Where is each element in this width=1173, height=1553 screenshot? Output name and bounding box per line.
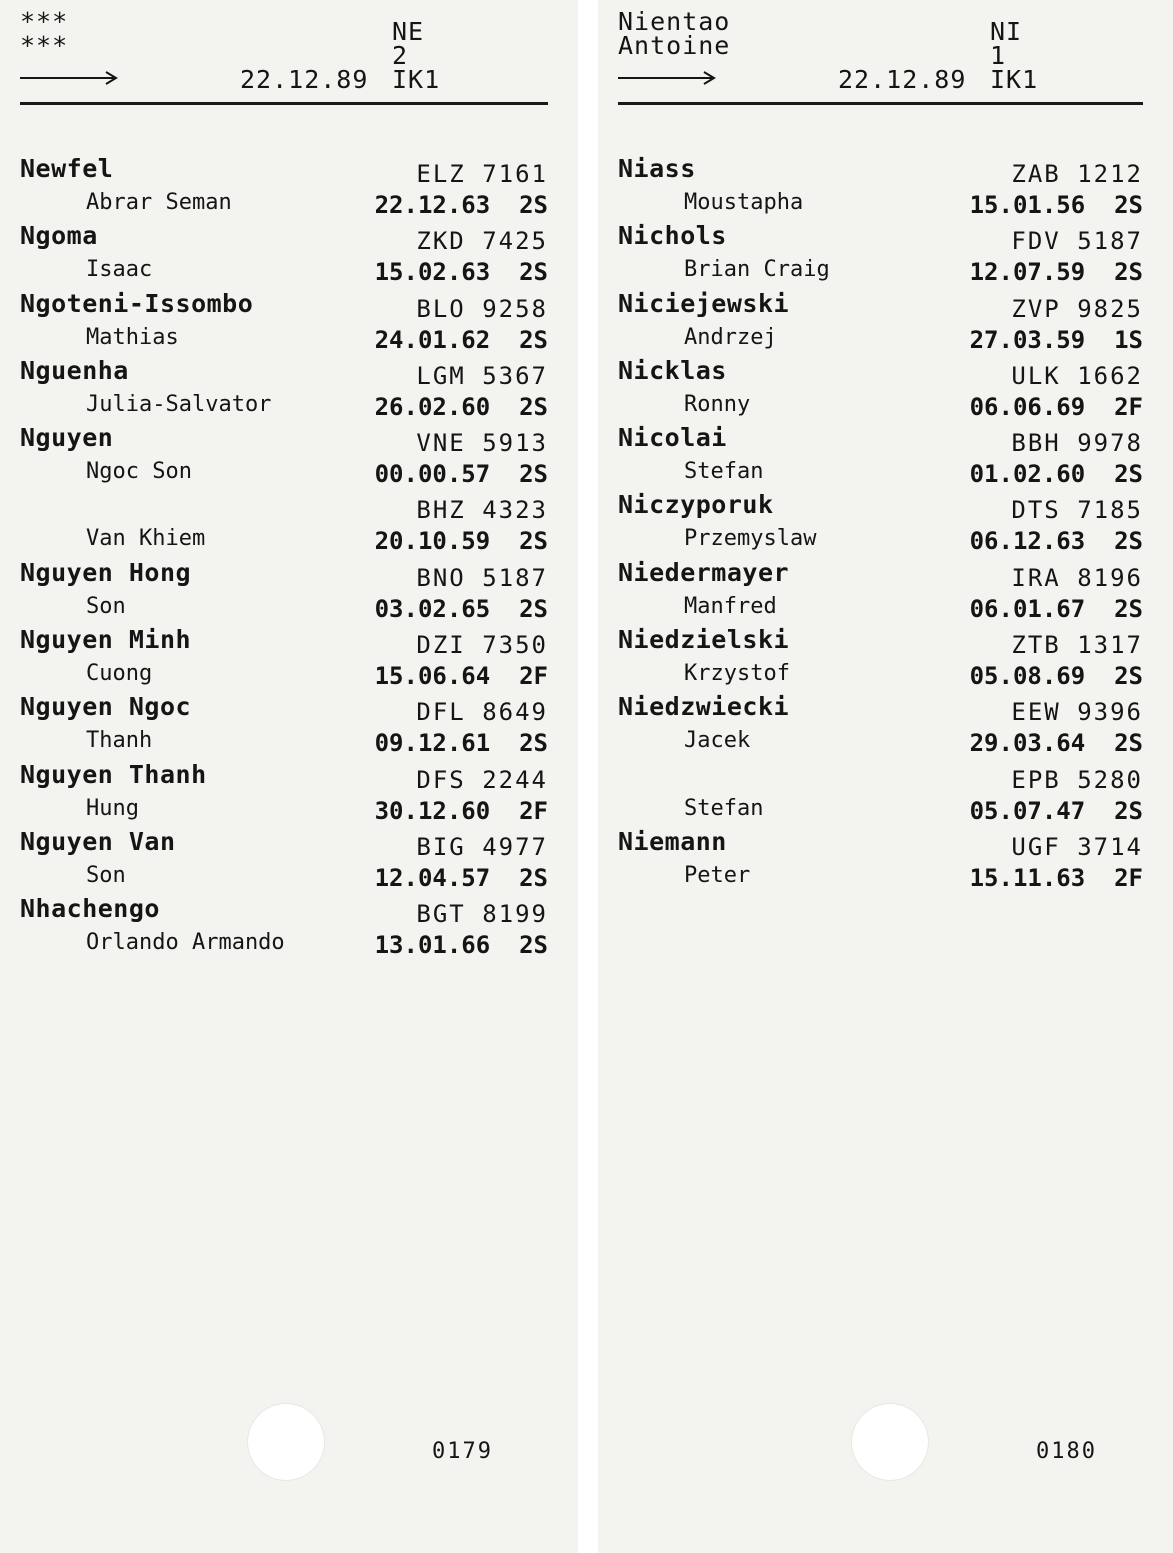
surname: Nguyen Thanh xyxy=(20,759,207,789)
arrow-right-icon xyxy=(618,70,718,86)
header-line-1: *** xyxy=(20,7,69,36)
given-names: Moustapha xyxy=(684,190,804,215)
birth-date: 13.01.66 2S xyxy=(374,931,548,960)
birth-date: 15.01.56 2S xyxy=(969,191,1143,219)
given-names: Brian Craig xyxy=(684,257,830,283)
given-names: Son xyxy=(86,593,126,619)
given-names: Abrar Seman xyxy=(86,190,232,215)
birth-date: 15.02.63 2S xyxy=(374,258,548,287)
surname: Niemann xyxy=(618,826,727,856)
page-number: 0179 xyxy=(432,1439,493,1464)
index-card-right xyxy=(598,0,1173,1553)
birth-date: 05.08.69 2S xyxy=(969,662,1143,691)
record-code: VNE 5913 xyxy=(416,429,548,458)
record-code: ZVP 9825 xyxy=(1011,294,1143,323)
list-item xyxy=(20,756,548,823)
list-item xyxy=(618,352,1143,419)
birth-date: 06.01.67 2S xyxy=(969,594,1143,623)
surname: Nguenha xyxy=(20,355,129,385)
arrow-right-icon xyxy=(20,70,120,86)
record-code: ZAB 1212 xyxy=(1011,160,1143,188)
record-code: BBH 9978 xyxy=(1011,429,1143,458)
surname: Niedermayer xyxy=(618,557,790,587)
entry-list xyxy=(618,150,1143,890)
given-names: Van Khiem xyxy=(86,526,206,552)
record-code: DTS 7185 xyxy=(1011,496,1143,525)
birth-date: 12.04.57 2S xyxy=(374,863,548,892)
surname: Nicolai xyxy=(618,423,727,453)
birth-date: 06.12.63 2S xyxy=(969,527,1143,556)
header-number: 1 xyxy=(990,41,1007,70)
surname: Niciejewski xyxy=(618,288,790,318)
given-names: Ngoc Son xyxy=(86,459,192,485)
header-line-2: *** xyxy=(20,31,69,60)
birth-date: 15.06.64 2F xyxy=(374,662,548,691)
record-code: ULK 1662 xyxy=(1011,361,1143,390)
given-names: Thanh xyxy=(86,728,153,754)
record-code: ZKD 7425 xyxy=(416,227,548,256)
surname: Nguyen Hong xyxy=(20,557,192,587)
surname: Nguyen Minh xyxy=(20,625,192,655)
given-names: Cuong xyxy=(86,661,153,687)
list-item xyxy=(618,419,1143,489)
birth-date: 09.12.61 2S xyxy=(374,729,548,758)
birth-date: 00.00.57 2S xyxy=(374,460,548,489)
record-code: BHZ 4323 xyxy=(416,496,548,525)
birth-date: 03.02.65 2S xyxy=(374,594,548,623)
header-number: 2 xyxy=(392,41,409,70)
birth-date: 20.10.59 2S xyxy=(374,527,548,556)
given-names: Son xyxy=(86,862,126,888)
record-code: IRA 8196 xyxy=(1011,563,1143,592)
surname: Niass xyxy=(618,154,696,183)
list-item xyxy=(20,890,548,960)
header-code: NI xyxy=(990,17,1023,46)
record-code: EEW 9396 xyxy=(1011,698,1143,727)
record-code: BGT 8199 xyxy=(416,900,548,929)
header-divider xyxy=(20,102,548,105)
list-item xyxy=(20,554,548,621)
given-names: Hung xyxy=(86,795,139,821)
given-names: Mathias xyxy=(86,324,179,350)
entry-list xyxy=(20,150,548,958)
header-line-2: Antoine xyxy=(618,31,731,60)
birth-date: 24.01.62 2S xyxy=(374,325,548,354)
record-code: FDV 5187 xyxy=(1011,227,1143,256)
header-series: IK1 xyxy=(990,65,1039,94)
birth-date: 27.03.59 1S xyxy=(969,325,1143,354)
card-header xyxy=(20,7,548,108)
list-item xyxy=(618,217,1143,287)
surname: Nguyen Van xyxy=(20,826,176,856)
given-names: Jacek xyxy=(684,728,751,754)
list-item xyxy=(20,419,548,489)
birth-date: 05.07.47 2S xyxy=(969,796,1143,825)
surname: Niczyporuk xyxy=(618,490,774,520)
birth-date: 26.02.60 2S xyxy=(374,392,548,421)
record-code: DZI 7350 xyxy=(416,631,548,660)
birth-date: 29.03.64 2S xyxy=(969,729,1143,758)
surname: Niedzielski xyxy=(618,625,790,655)
record-code: BNO 5187 xyxy=(416,563,548,592)
record-code: EPB 5280 xyxy=(1011,765,1143,794)
birth-date: 01.02.60 2S xyxy=(969,460,1143,489)
given-names: Ronny xyxy=(684,391,751,417)
header-date: 22.12.89 xyxy=(240,65,369,94)
birth-date: 06.06.69 2F xyxy=(969,392,1143,421)
record-code: ELZ 7161 xyxy=(416,160,548,188)
given-names: Orlando Armando xyxy=(86,930,285,956)
surname: Nhachengo xyxy=(20,894,160,924)
surname: Nichols xyxy=(618,221,727,251)
list-item xyxy=(20,486,548,556)
given-names: Krzystof xyxy=(684,661,790,687)
surname: Niedzwiecki xyxy=(618,692,790,722)
record-code: LGM 5367 xyxy=(416,361,548,390)
list-item xyxy=(618,554,1143,621)
index-card-left xyxy=(0,0,578,1553)
record-code: DFS 2244 xyxy=(416,765,548,794)
list-item xyxy=(20,688,548,758)
list-item xyxy=(618,688,1143,758)
list-item xyxy=(618,823,1143,890)
given-names: Julia-Salvator xyxy=(86,391,272,417)
given-names: Peter xyxy=(684,862,751,888)
birth-date: 30.12.60 2F xyxy=(374,796,548,825)
card-header xyxy=(618,7,1143,108)
birth-date: 12.07.59 2S xyxy=(969,258,1143,287)
list-item xyxy=(20,285,548,352)
list-item xyxy=(20,352,548,419)
surname: Ngoma xyxy=(20,221,98,251)
list-item xyxy=(20,823,548,890)
record-code: ZTB 1317 xyxy=(1011,631,1143,660)
record-code: DFL 8649 xyxy=(416,698,548,727)
list-item xyxy=(20,217,548,287)
surname: Nicklas xyxy=(618,355,727,385)
given-names: Isaac xyxy=(86,257,153,283)
given-names: Manfred xyxy=(684,593,777,619)
birth-date: 22.12.63 2S xyxy=(374,191,548,219)
list-item xyxy=(618,486,1143,556)
surname: Newfel xyxy=(20,154,114,183)
header-divider xyxy=(618,102,1143,105)
page-number: 0180 xyxy=(1036,1439,1097,1464)
header-code: NE xyxy=(392,17,425,46)
punch-hole xyxy=(851,1403,929,1481)
given-names: Przemyslaw xyxy=(684,526,817,552)
surname: Nguyen xyxy=(20,423,114,453)
list-item xyxy=(20,150,548,217)
punch-hole xyxy=(247,1403,325,1481)
surname: Ngoteni-Issombo xyxy=(20,288,254,318)
record-code: UGF 3714 xyxy=(1011,832,1143,861)
given-names: Stefan xyxy=(684,459,764,485)
list-item xyxy=(618,621,1143,691)
header-date: 22.12.89 xyxy=(838,65,967,94)
list-item xyxy=(618,756,1143,823)
record-code: BLO 9258 xyxy=(416,294,548,323)
birth-date: 15.11.63 2F xyxy=(969,863,1143,892)
record-code: BIG 4977 xyxy=(416,832,548,861)
given-names: Andrzej xyxy=(684,324,777,350)
list-item xyxy=(20,621,548,691)
list-item xyxy=(618,150,1143,217)
header-series: IK1 xyxy=(392,65,441,94)
list-item xyxy=(618,285,1143,352)
surname: Nguyen Ngoc xyxy=(20,692,192,722)
given-names: Stefan xyxy=(684,795,764,821)
header-line-1: Nientao xyxy=(618,7,731,36)
